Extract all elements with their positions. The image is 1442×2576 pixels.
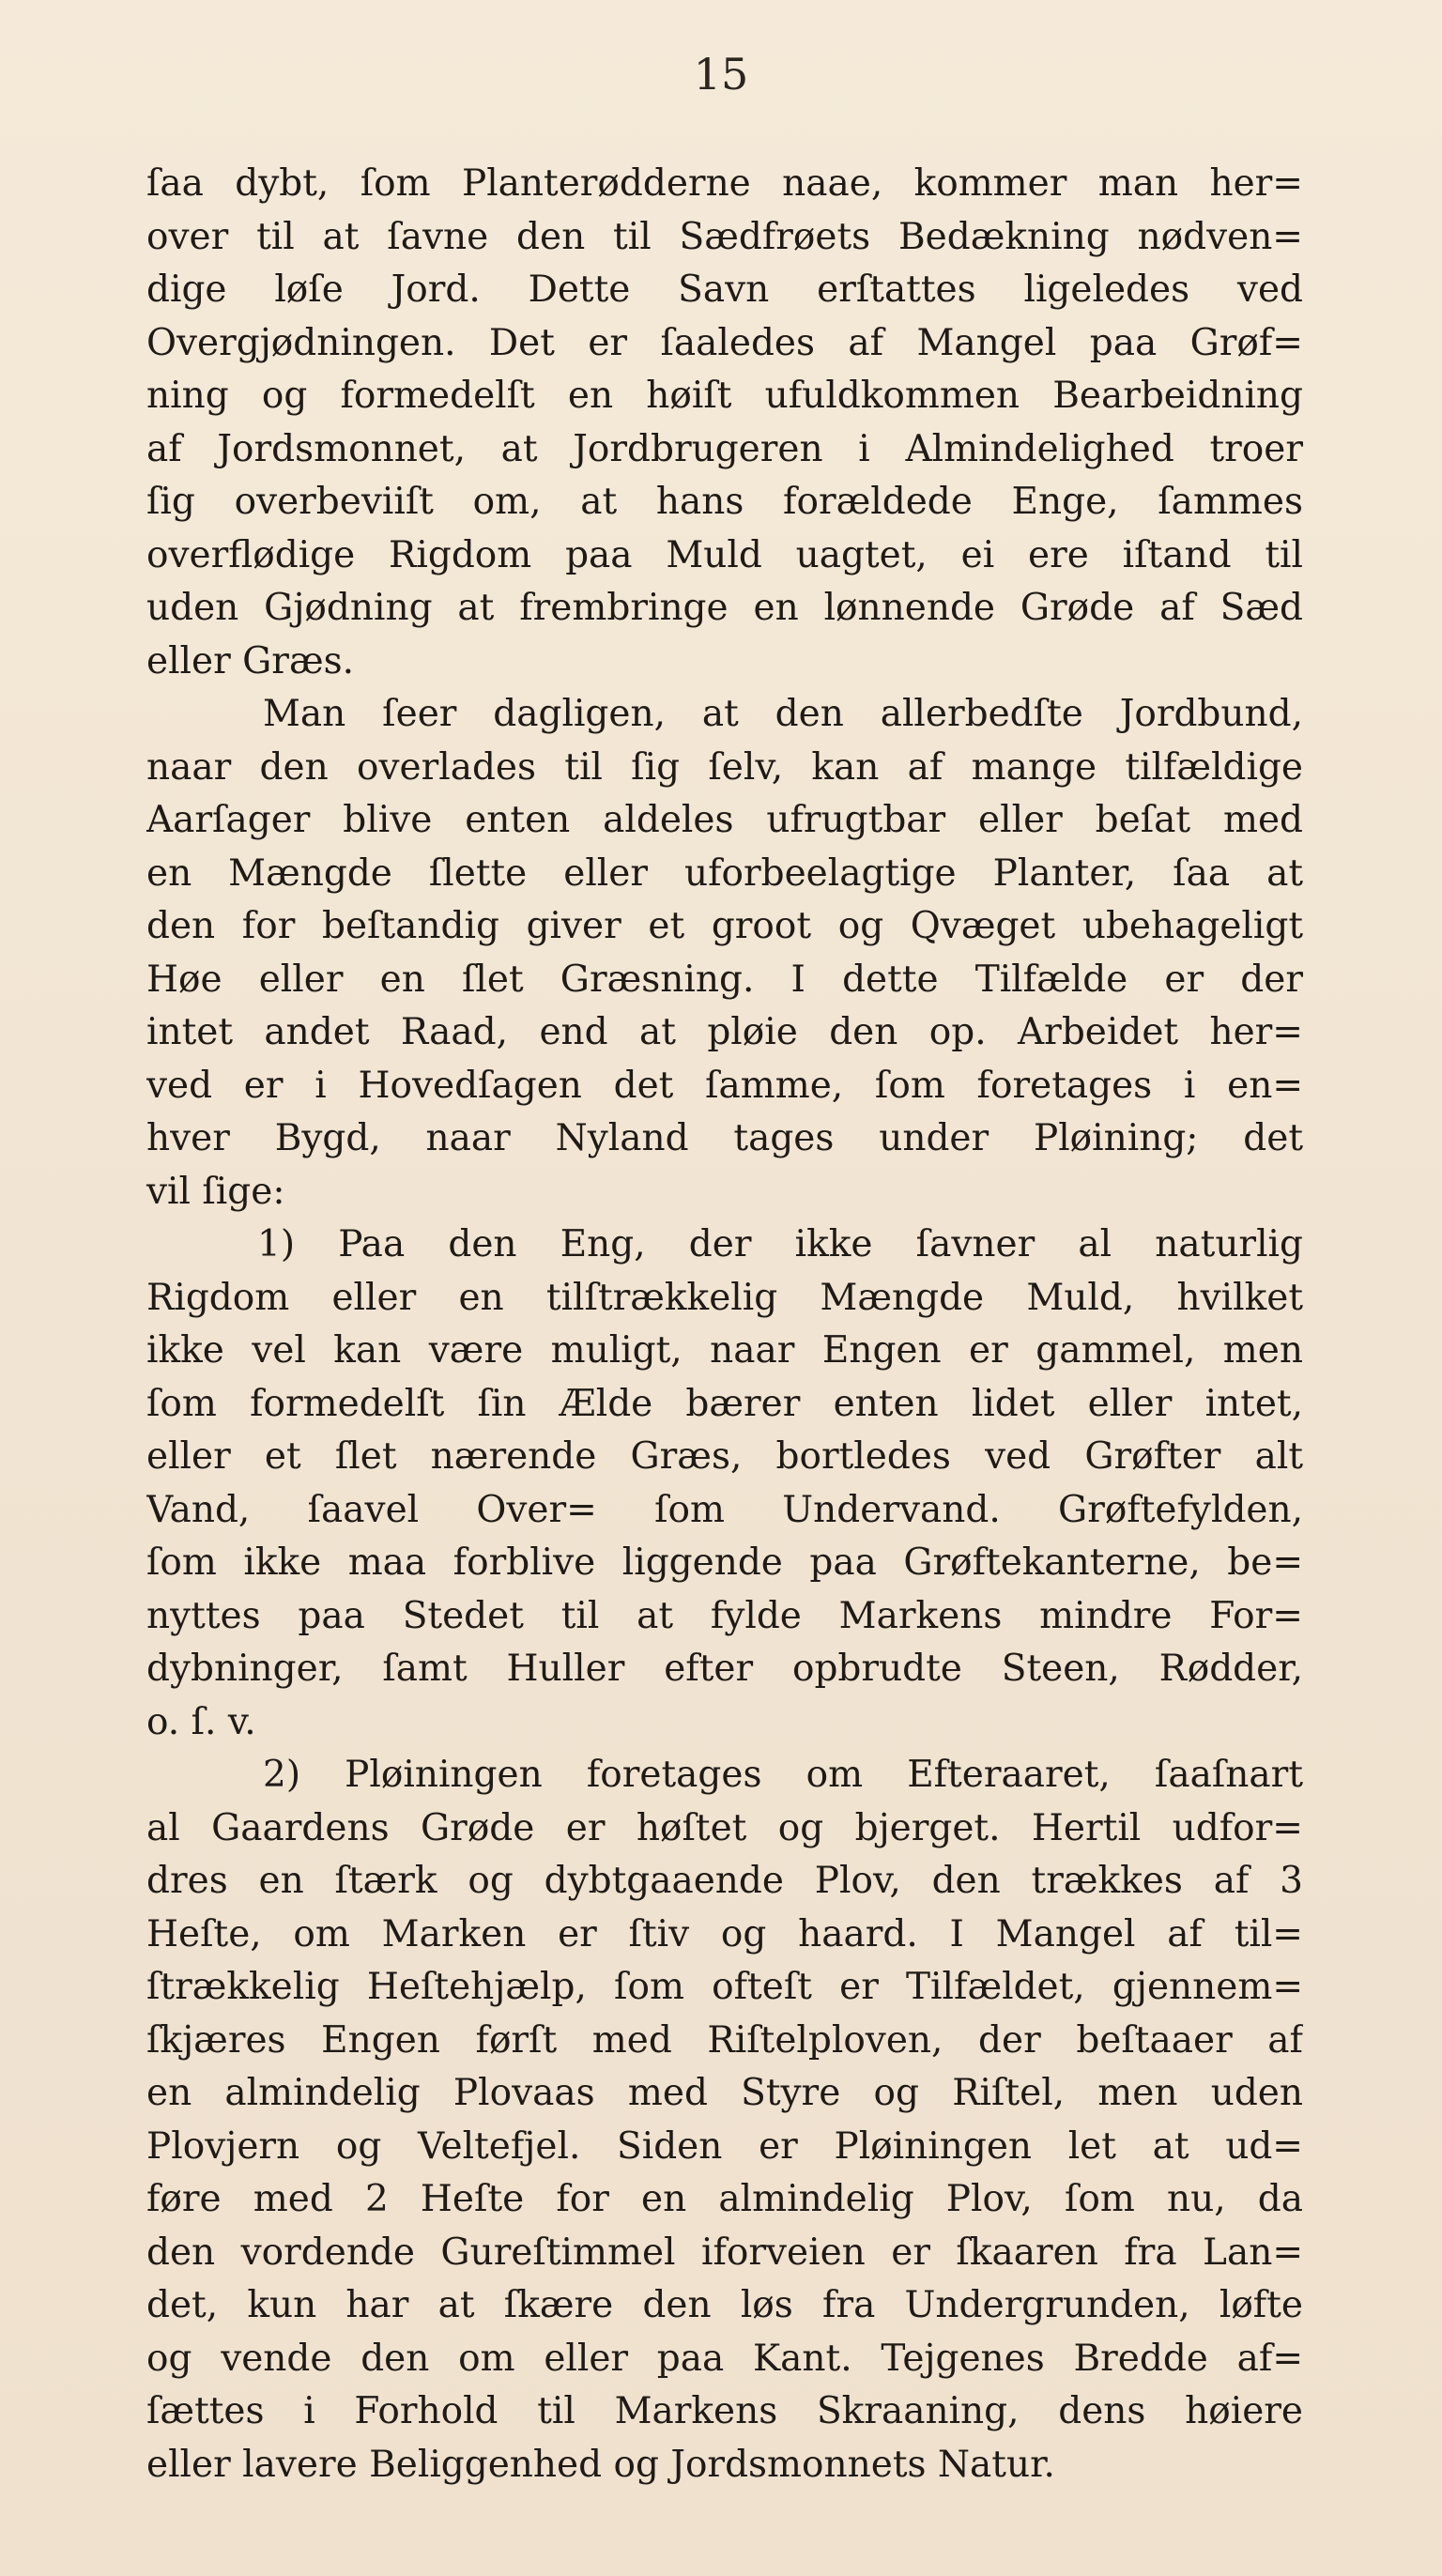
text-line: ſættes i Forhold til Markens Skraaning, dens høiere bbox=[146, 2390, 1303, 2432]
text-line: af Jordsmonnet, at Jordbrugeren i Almindelighed troer bbox=[146, 427, 1303, 470]
text-line: ſom formedelſt ſin Ælde bærer enten lidet eller intet, bbox=[146, 1382, 1303, 1425]
text-line: Rigdom eller en tilſtrækkelig Mængde Muld, hvilket bbox=[146, 1276, 1303, 1319]
text-line: en almindelig Plovaas med Styre og Riſtel, men uden bbox=[146, 2072, 1303, 2114]
text-line: og vende den om eller paa Kant. Tejgenes Bredde af= bbox=[146, 2337, 1303, 2380]
text-line: Vand, ſaavel Over= ſom Undervand. Grøftefylden, bbox=[146, 1488, 1303, 1531]
text-line: ning og formedelſt en høiſt ufuldkommen Bearbeidning bbox=[146, 375, 1303, 417]
text-line: ſtrækkelig Heſtehjælp, ſom ofteſt er Tilfældet, gjennem= bbox=[146, 1966, 1303, 2008]
text-line: o. ſ. v. bbox=[146, 1700, 256, 1743]
text-line: eller Græs. bbox=[146, 639, 355, 682]
text-line: Plovjern og Veltefjel. Siden er Pløiningen let at ud= bbox=[146, 2124, 1303, 2168]
text-line: Overgjødningen. Det er ſaaledes af Mangel paa Grøf= bbox=[146, 321, 1303, 364]
text-line: Høe eller en ſlet Græsning. I dette Tilfælde er der bbox=[146, 958, 1303, 1001]
text-line: Aarſager blive enten aldeles ufrugtbar eller beſat med bbox=[146, 799, 1303, 841]
paragraph-start-line: Man ſeer dagligen, at den allerbedſte Jordbund, bbox=[263, 693, 1303, 735]
text-line: intet andet Raad, end at pløie den op. Arbeidet her= bbox=[146, 1011, 1303, 1053]
text-line: over til at ſavne den til Sædfrøets Bedækning nødven= bbox=[146, 215, 1303, 258]
text-line: ikke vel kan være muligt, naar Engen er gammel, men bbox=[146, 1329, 1303, 1372]
text-line: eller et ſlet nærende Græs, bortledes ved Grøfter alt bbox=[146, 1435, 1303, 1478]
text-line: ſom ikke maa forblive liggende paa Grøftekanterne, be= bbox=[146, 1541, 1303, 1584]
text-line: uden Gjødning at frembringe en lønnende Grøde af Sæd bbox=[146, 587, 1303, 629]
text-line: overflødige Rigdom paa Muld uagtet, ei ere iſtand til bbox=[146, 533, 1303, 576]
text-line: dybninger, ſamt Huller efter opbrudte Steen, Rødder, bbox=[146, 1648, 1303, 1690]
text-line: ſaa dybt, ſom Planterødderne naae, kommer man her= bbox=[146, 162, 1303, 205]
text-line: en Mængde ſlette eller uforbeelagtige Planter, ſaa at bbox=[146, 851, 1303, 895]
text-line: Heſte, om Marken er ſtiv og haard. I Mangel af til= bbox=[146, 1912, 1303, 1955]
page-number: 15 bbox=[693, 49, 749, 100]
text-line: den vordende Gureſtimmel iforveien er ſkaaren fra Lan= bbox=[146, 2231, 1303, 2274]
text-line: dige løſe Jord. Dette Savn erſtattes ligeledes ved bbox=[146, 268, 1303, 311]
text-line: nyttes paa Stedet til at fylde Markens mindre For= bbox=[146, 1594, 1303, 1637]
text-line: den for beſtandig giver et groot og Qvæget ubehageligt bbox=[146, 905, 1303, 947]
text-line: ſig overbeviiſt om, at hans forældede Enge, ſammes bbox=[146, 481, 1303, 523]
list-item-1-start: 1) Paa den Eng, der ikke ſavner al naturlig bbox=[257, 1223, 1303, 1265]
text-line: hver Bygd, naar Nyland tages under Pløining; det bbox=[146, 1117, 1303, 1159]
text-line: eller lavere Beliggenhed og Jordsmonnets Natur. bbox=[146, 2443, 1055, 2486]
text-line: al Gaardens Grøde er høſtet og bjerget. Hertil udfor= bbox=[146, 1806, 1303, 1849]
text-line: ſkjæres Engen førſt med Riſtelploven, der beſtaaer af bbox=[146, 2018, 1303, 2062]
text-line: ved er i Hovedſagen det ſamme, ſom foretages i en= bbox=[146, 1064, 1303, 1107]
body-text bbox=[146, 158, 1303, 2492]
text-line: naar den overlades til ſig ſelv, kan af mange tilfældige bbox=[146, 745, 1303, 789]
text-line: føre med 2 Heſte for en almindelig Plov, ſom nu, da bbox=[146, 2178, 1303, 2220]
list-item-2-start: 2) Pløiningen foretages om Efteraaret, ſaaſnart bbox=[263, 1754, 1303, 1796]
text-line: vil ſige: bbox=[146, 1170, 285, 1213]
text-line: dres en ſtærk og dybtgaaende Plov, den trækkes af 3 bbox=[146, 1860, 1303, 1902]
text-line: det, kun har at ſkære den løs fra Undergrunden, løfte bbox=[146, 2284, 1303, 2326]
